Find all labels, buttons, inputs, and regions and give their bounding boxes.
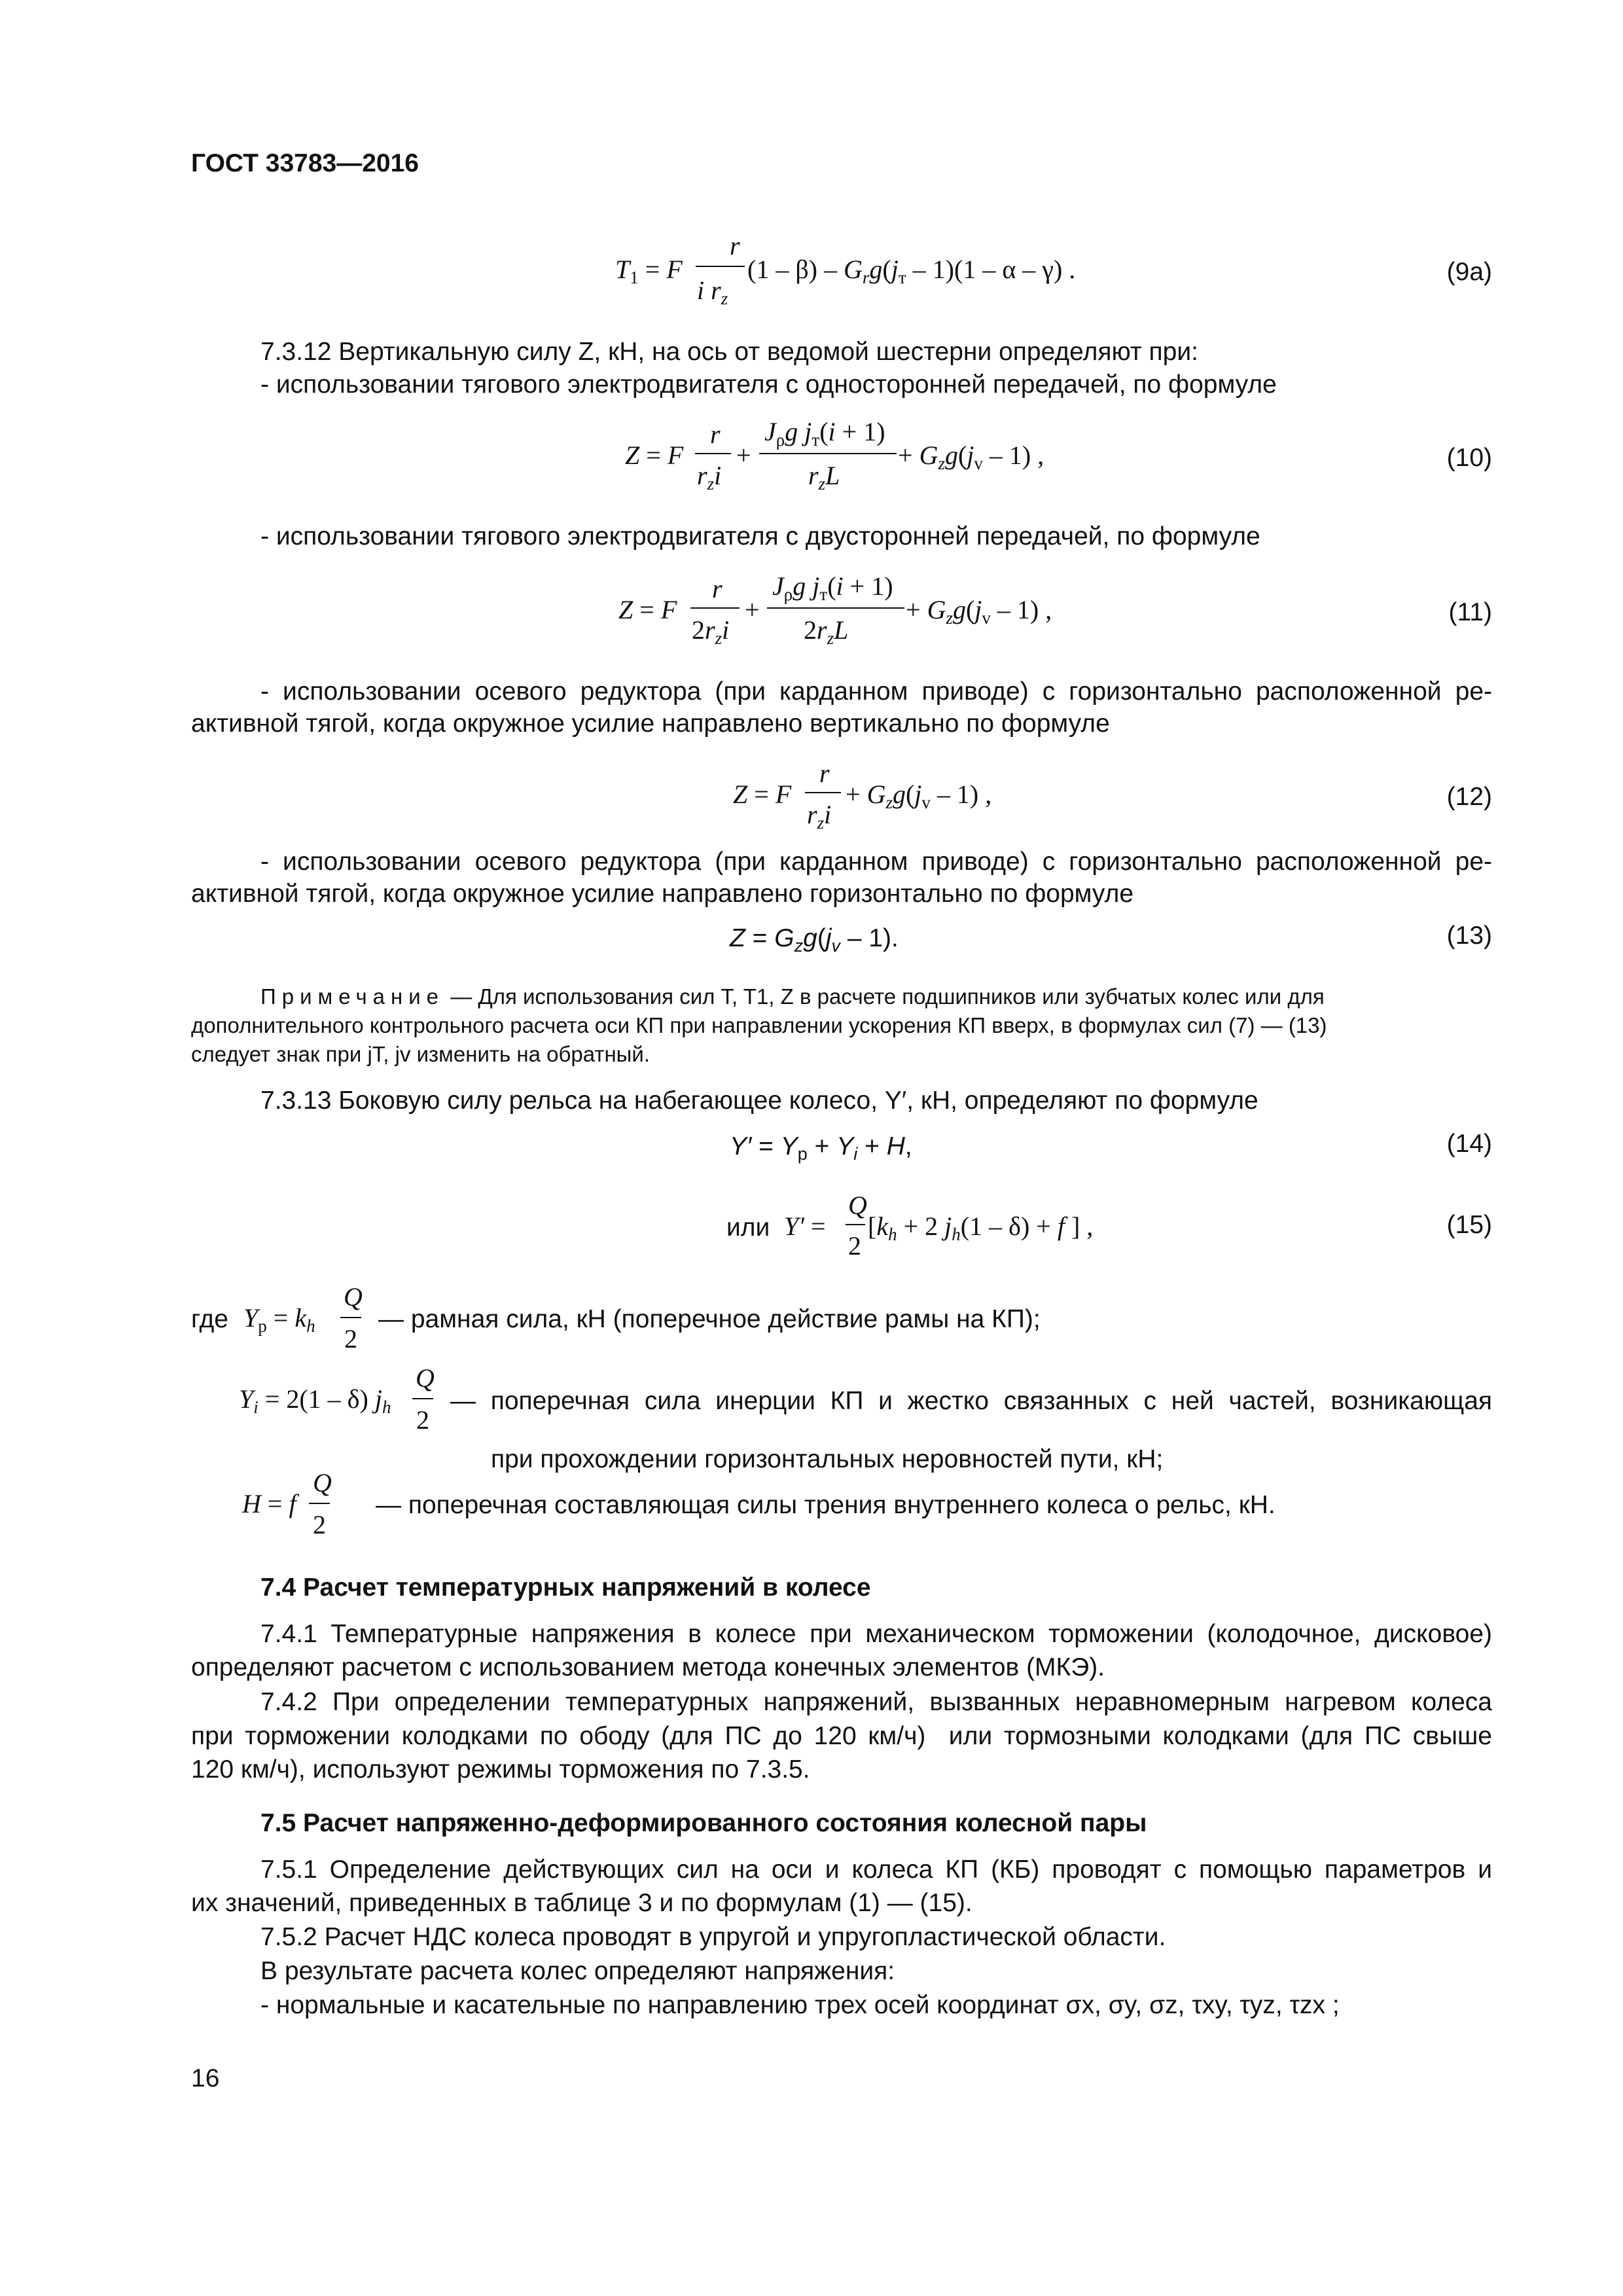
paragraph-7-4-1-line-1: 7.4.1 Температурные напряжения в колесе при механическом торможении (колодочное, дисковое) <box>260 1620 1492 1648</box>
page-number: 16 <box>191 2064 220 2092</box>
eq-number-13: (13) <box>1446 922 1492 950</box>
where-word: где <box>191 1305 228 1333</box>
paragraph-7-5-2: 7.5.2 Расчет НДС колеса проводят в упругой и упругопластической области. <box>260 1923 1166 1951</box>
paragraph-result: В результате расчета колес определяют напряжения: <box>260 1957 895 1985</box>
paragraph-7-4-2-line-2: при торможении колодками по ободу (для ПС до 120 км/ч) или тормозными колодками (для ПС свыше <box>191 1722 1492 1750</box>
note-label: Примечание <box>260 984 445 1009</box>
eq-number-14: (14) <box>1446 1130 1492 1158</box>
note-line-2: дополнительного контрольного расчета оси КП при направлении ускорения КП вверх, в формулах сил (7) — (13) <box>191 1013 1327 1037</box>
eq-number-11: (11) <box>1448 598 1492 626</box>
list-item-axial-horizontal-1: - использовании осевого редуктора (при карданном приводе) с горизонтально расположенной ре- <box>260 848 1492 876</box>
list-item-axial-vertical-2: активной тягой, когда окружное усилие направлено вертикально по формуле <box>191 709 1110 738</box>
list-item-axial-vertical-1: - использовании осевого редуктора (при карданном приводе) с горизонтально расположенной ре- <box>260 677 1492 706</box>
paragraph-7-4-2-line-3: 120 км/ч), используют режимы торможения по 7.3.5. <box>191 1755 810 1784</box>
or-word: или <box>726 1213 770 1242</box>
document-header: ГОСТ 33783—2016 <box>191 149 419 177</box>
eq-number-9a: (9а) <box>1446 258 1492 286</box>
definition-yp: — рамная сила, кН (поперечное действие рамы на КП); <box>378 1305 1041 1333</box>
definition-yi-1: — поперечная сила инерции КП и жестко связанных с ней частей, возникающая <box>450 1387 1492 1415</box>
eq-number-10: (10) <box>1446 444 1492 472</box>
paragraph-7-3-12: 7.3.12 Вертикальную силу Z, кН, на ось от ведомой шестерни определяют при: <box>260 338 1198 366</box>
heading-7-4: 7.4 Расчет температурных напряжений в колесе <box>260 1573 871 1602</box>
list-item-two-sided: - использовании тягового электродвигателя с двусторонней передачей, по формуле <box>260 522 1260 550</box>
paragraph-7-3-13: 7.3.13 Боковую силу рельса на набегающее колесо, Y′, кН, определяют по формуле <box>260 1086 1258 1115</box>
formula-14: $Y' = Y_р + Y_i + H$, <box>730 1132 912 1164</box>
formula-13: $Z = G_zg(j_v - 1)$. <box>730 924 899 956</box>
note-text-1: — Для использования сил T, T1, Z в расчете подшипников или зубчатых колес или для <box>450 984 1325 1009</box>
list-item-stresses: - нормальные и касательные по направлению трех осей координат σx, σy, σz, τxy, τyz, τzx ; <box>260 1991 1340 2019</box>
list-item-axial-horizontal-2: активной тягой, когда окружное усилие направлено горизонтально по формуле <box>191 880 1134 908</box>
note-line-3: следует знак при jT, jv изменить на обратный. <box>191 1042 650 1066</box>
definition-yi-2: при прохождении горизонтальных неровностей пути, кН; <box>491 1445 1164 1473</box>
eq-number-12: (12) <box>1446 783 1492 811</box>
definition-h: — поперечная составляющая силы трения внутреннего колеса о рельс, кН. <box>376 1491 1275 1519</box>
heading-7-5: 7.5 Расчет напряженно-деформированного состояния колесной пары <box>260 1809 1147 1837</box>
note-line-1 <box>260 983 1325 1011</box>
paragraph-7-4-1-line-2: определяют расчетом с использованием метода конечных элементов (МКЭ). <box>191 1653 1105 1681</box>
eq-number-15: (15) <box>1446 1211 1492 1239</box>
paragraph-7-5-1-line-1: 7.5.1 Определение действующих сил на оси и колеса КП (КБ) проводят с помощью параметров и <box>260 1856 1492 1884</box>
paragraph-7-5-1-line-2: их значений, приведенных в таблице 3 и по формулам (1) — (15). <box>191 1889 972 1917</box>
paragraph-7-4-2-line-1: 7.4.2 При определении температурных напряжений, вызванных неравномерным нагревом колеса <box>260 1688 1492 1716</box>
list-item-one-sided: - использовании тягового электродвигателя с односторонней передачей, по формуле <box>260 370 1277 399</box>
